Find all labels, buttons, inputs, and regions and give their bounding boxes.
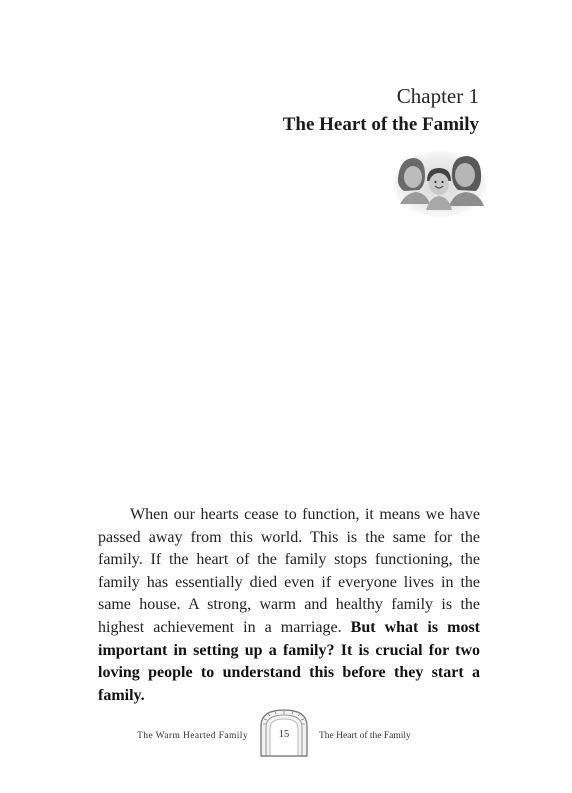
body-paragraph xyxy=(98,504,480,707)
body-text-regular: When our hearts cease to function, it means we have passed away from this world. This is the same for the family. If the heart of the family stops functioning, the family has essentially died even if everyone lives in the same house. A strong, warm and healthy family is the highest achievement in a marriage. xyxy=(98,506,480,636)
body-text-emphasis: But what is most important in setting up a family? It is crucial for two loving people to understand this before they start a family. xyxy=(98,618,481,704)
chapter-number: Chapter 1 xyxy=(396,84,479,108)
footer-book-title: The Warm Hearted Family xyxy=(137,731,248,741)
chapter-title: The Heart of the Family xyxy=(282,114,479,135)
page-footer xyxy=(0,706,572,758)
family-illustration xyxy=(392,144,488,218)
page-number: 15 xyxy=(278,729,290,740)
footer-chapter-title: The Heart of the Family xyxy=(319,731,411,741)
body-text xyxy=(98,504,480,707)
